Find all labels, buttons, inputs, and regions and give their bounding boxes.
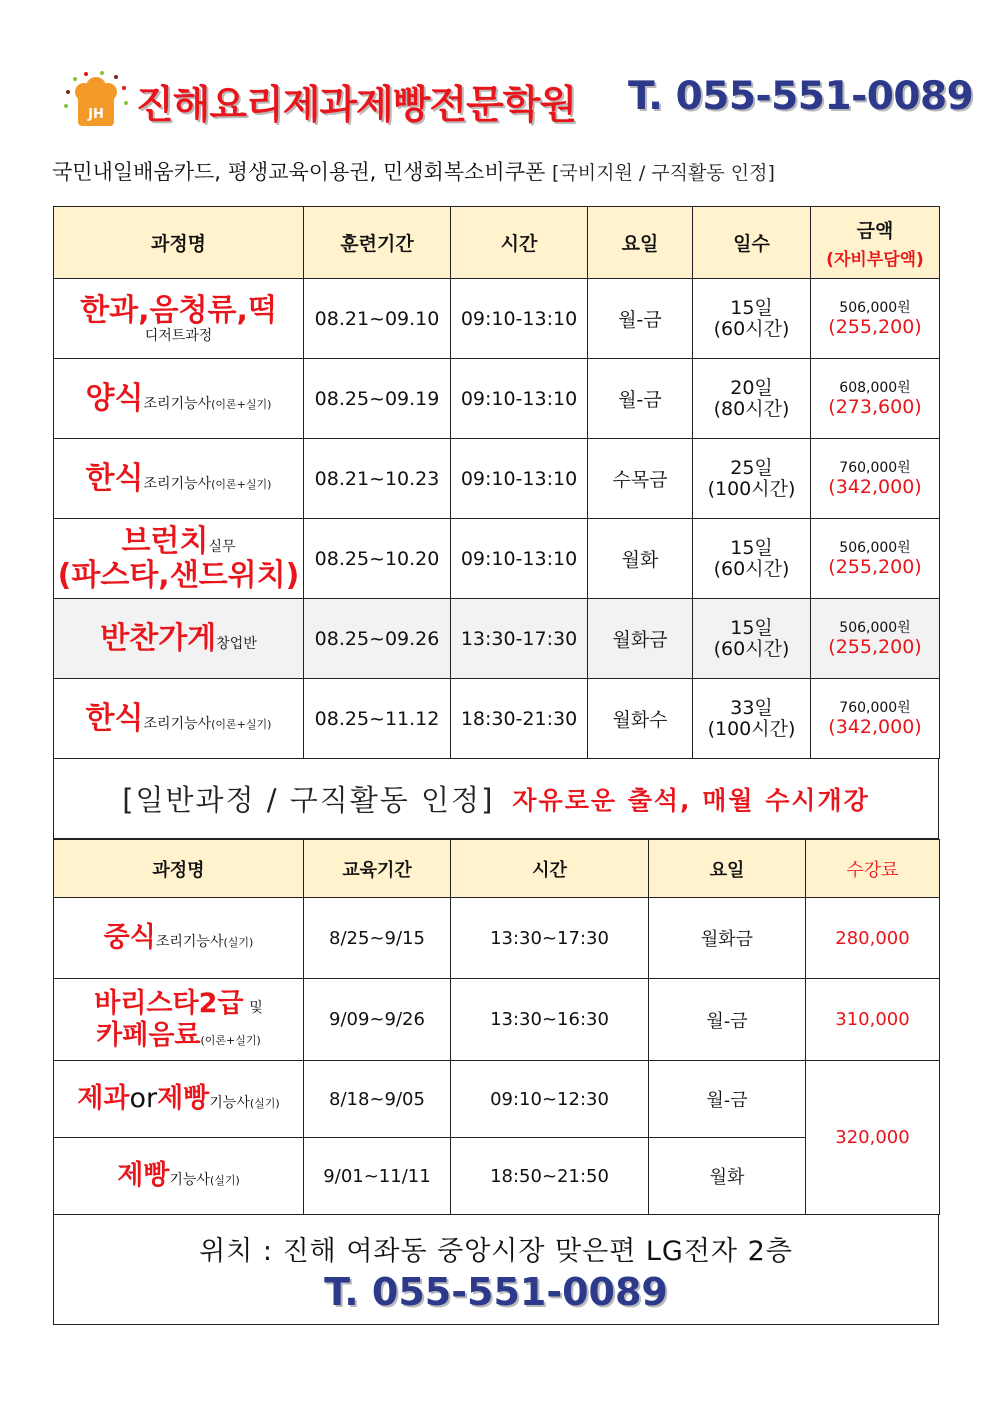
footer-phone: T. 055-551-0089 [324, 1270, 668, 1314]
period-cell: 9/01~11/11 [304, 1138, 451, 1215]
course-name-cell [54, 1138, 304, 1215]
course-name: 반찬가게 [100, 620, 217, 656]
col-header-fee: 수강료 [806, 840, 940, 898]
weekday-cell: 월화 [588, 519, 693, 599]
col-header-period: 교육기간 [304, 840, 451, 898]
course-sub: 조리기능사 [143, 475, 212, 492]
col-header-days: 일수 [693, 207, 811, 279]
course-sub: 디저트과정 [144, 327, 213, 344]
period-cell: 08.25~11.12 [304, 679, 451, 759]
price-sub-label: (자비부담액) [826, 249, 924, 270]
time-cell: 09:10-13:10 [451, 359, 588, 439]
course-sub-2: (이론+실기) [211, 717, 272, 731]
course-sub-2: (이론+실기) [211, 397, 272, 411]
course-sub-2: (실기) [223, 936, 254, 949]
time-cell: 13:30~16:30 [451, 979, 649, 1061]
day-count: 33일 [730, 696, 773, 719]
price-cell [811, 679, 940, 759]
course-name-2: (파스타,샌드위치) [57, 557, 300, 593]
full-price: 608,000원 [839, 379, 911, 396]
banner-left: [일반과정 / 구직활동 인정] [122, 783, 495, 817]
course-sub-2: (실기) [209, 1174, 240, 1187]
self-pay: (273,600) [828, 395, 922, 418]
day-count: 25일 [730, 456, 773, 479]
course-name-cell [54, 359, 304, 439]
table-header-row [54, 207, 940, 279]
table-row [54, 519, 940, 599]
fee-cell: 320,000 [806, 1061, 940, 1215]
full-price: 506,000원 [839, 619, 911, 636]
table-row [54, 979, 940, 1061]
table-row [54, 1061, 940, 1138]
course-name-cell [54, 1061, 304, 1138]
full-price: 506,000원 [839, 539, 911, 556]
time-cell: 13:30-17:30 [451, 599, 588, 679]
col-header-weekday: 요일 [649, 840, 806, 898]
table-row [54, 898, 940, 979]
course-name-cell [54, 898, 304, 979]
chef-hat-logo-icon [62, 70, 130, 130]
price-cell [811, 279, 940, 359]
day-count: 15일 [730, 616, 773, 639]
self-pay: (255,200) [828, 555, 922, 578]
price-cell [811, 599, 940, 679]
course-sub: 기능사 [209, 1095, 250, 1111]
period-cell: 8/18~9/05 [304, 1061, 451, 1138]
course-name-cell [54, 279, 304, 359]
day-count: 20일 [730, 376, 773, 399]
support-line [52, 156, 942, 186]
period-cell: 08.21~09.10 [304, 279, 451, 359]
course-name: 제과 [77, 1083, 130, 1114]
location-footer [53, 1215, 939, 1325]
col-header-time: 시간 [451, 840, 649, 898]
self-pay: (342,000) [828, 475, 922, 498]
days-cell [693, 599, 811, 679]
col-header-period: 훈련기간 [304, 207, 451, 279]
days-cell [693, 279, 811, 359]
course-name: 제빵 [117, 1160, 170, 1191]
course-or: or [129, 1083, 158, 1114]
course-sub-2: (이론+실기) [211, 477, 272, 491]
hour-count: (60시간) [713, 317, 790, 340]
table-header-row [54, 840, 940, 898]
col-header-course: 과정명 [54, 207, 304, 279]
course-name: 바리스타2급 [94, 987, 244, 1019]
course-sub: 조리기능사 [143, 715, 212, 732]
price-cell [811, 439, 940, 519]
days-cell [693, 519, 811, 599]
weekday-cell: 월화금 [588, 599, 693, 679]
weekday-cell: 월화수 [588, 679, 693, 759]
weekday-cell: 월화 [649, 1138, 806, 1215]
course-name-cell [54, 599, 304, 679]
period-cell: 08.21~10.23 [304, 439, 451, 519]
academy-name: 진해요리제과제빵전문학원 [136, 83, 577, 128]
time-cell: 09:10-13:10 [451, 439, 588, 519]
course-name-cell [54, 679, 304, 759]
day-count: 15일 [730, 296, 773, 319]
price-cell [811, 519, 940, 599]
table-row [54, 279, 940, 359]
table-row [54, 599, 940, 679]
weekday-cell: 월화금 [649, 898, 806, 979]
subsidized-course-table [53, 206, 940, 759]
hour-count: (60시간) [713, 557, 790, 580]
course-sub-2: (이론+실기) [200, 1033, 261, 1047]
time-cell: 09:10~12:30 [451, 1061, 649, 1138]
course-name: 한과,음청류,떡 [80, 292, 277, 328]
time-cell: 09:10-13:10 [451, 519, 588, 599]
course-sub: 기능사 [169, 1172, 210, 1188]
self-pay: (255,200) [828, 635, 922, 658]
col-header-time: 시간 [451, 207, 588, 279]
time-cell: 18:30-21:30 [451, 679, 588, 759]
course-conj: 및 [249, 999, 263, 1016]
period-cell: 9/09~9/26 [304, 979, 451, 1061]
course-name: 양식 [85, 380, 144, 416]
table-row [54, 679, 940, 759]
weekday-cell: 월-금 [649, 979, 806, 1061]
course-sub: 창업반 [216, 635, 257, 652]
course-sub: 실무 [208, 538, 236, 555]
table-row [54, 439, 940, 519]
weekday-cell: 수목금 [588, 439, 693, 519]
location-text: 위치 : 진해 여좌동 중앙시장 맞은편 LG전자 2층 [199, 1236, 793, 1267]
day-count: 15일 [730, 536, 773, 559]
page-header [0, 62, 992, 142]
self-pay: (342,000) [828, 715, 922, 738]
course-name: 브런치 [121, 523, 209, 559]
course-sub: 조리기능사 [155, 934, 224, 950]
weekday-cell: 월-금 [588, 279, 693, 359]
full-price: 506,000원 [839, 299, 911, 316]
period-cell: 08.25~10.20 [304, 519, 451, 599]
period-cell: 08.25~09.19 [304, 359, 451, 439]
course-name: 중식 [103, 922, 156, 953]
full-price: 760,000원 [839, 699, 911, 716]
weekday-cell: 월-금 [649, 1061, 806, 1138]
self-pay: (255,200) [828, 315, 922, 338]
time-cell: 18:50~21:50 [451, 1138, 649, 1215]
support-note: [국비지원 / 구직활동 인정] [551, 162, 775, 184]
weekday-cell: 월-금 [588, 359, 693, 439]
course-name-cell [54, 439, 304, 519]
price-cell [811, 359, 940, 439]
period-cell: 08.25~09.26 [304, 599, 451, 679]
hour-count: (80시간) [713, 397, 790, 420]
course-name: 한식 [85, 460, 144, 496]
course-sub: 조리기능사 [143, 395, 212, 412]
general-course-table [53, 839, 940, 1215]
general-course-banner [53, 759, 939, 839]
full-price: 760,000원 [839, 459, 911, 476]
support-text: 국민내일배움카드, 평생교육이용권, 민생회복소비쿠폰 [52, 160, 546, 184]
period-cell: 8/25~9/15 [304, 898, 451, 979]
price-label: 금액 [856, 219, 894, 242]
days-cell [693, 439, 811, 519]
days-cell [693, 679, 811, 759]
hour-count: (100시간) [707, 717, 796, 740]
col-header-course: 과정명 [54, 840, 304, 898]
hour-count: (60시간) [713, 637, 790, 660]
course-name: 한식 [85, 700, 144, 736]
banner-right: 자유로운 출석, 매월 수시개강 [512, 785, 870, 815]
days-cell [693, 359, 811, 439]
time-cell: 13:30~17:30 [451, 898, 649, 979]
col-header-price [811, 207, 940, 279]
col-header-weekday: 요일 [588, 207, 693, 279]
header-phone: T. 055-551-0089 [628, 74, 974, 119]
fee-cell: 280,000 [806, 898, 940, 979]
time-cell: 09:10-13:10 [451, 279, 588, 359]
course-sub-2: (실기) [249, 1097, 280, 1110]
hour-count: (100시간) [707, 477, 796, 500]
course-name-cell [54, 519, 304, 599]
course-name-cell [54, 979, 304, 1061]
course-name-2: 카페음료 [96, 1019, 201, 1051]
logo-text: JH [88, 107, 104, 122]
fee-cell: 310,000 [806, 979, 940, 1061]
table-row [54, 359, 940, 439]
course-name-2: 제빵 [157, 1083, 210, 1114]
